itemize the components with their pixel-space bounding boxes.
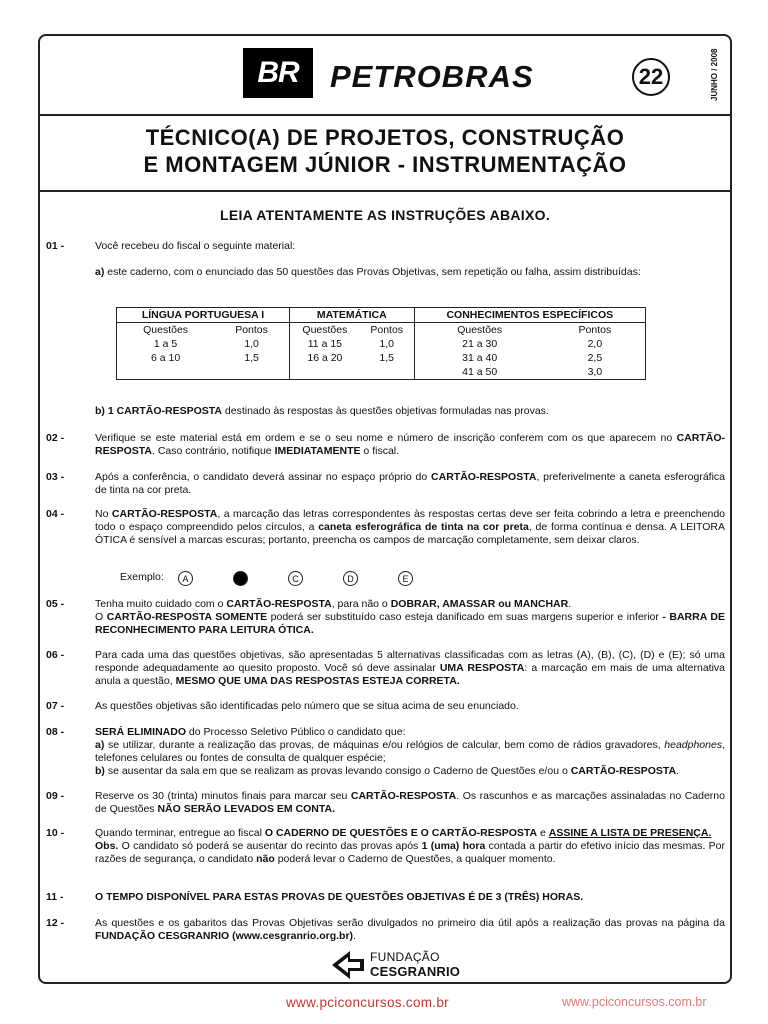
table-cell: 1 a 5 <box>117 337 215 351</box>
item-01-a-text: este caderno, com o enunciado das 50 questões das Provas Objetivas, sem repetição ou falha, assim distribuídas: <box>107 266 641 278</box>
table-row <box>117 337 646 351</box>
table-cell <box>289 365 359 380</box>
table-cell: 41 a 50 <box>414 365 545 380</box>
item-number: 07 - <box>46 700 65 712</box>
item-text: SERÁ ELIMINADO do Processo Seletivo Público o candidato que: a) se utilizar, durante a realização das provas, de máquinas e/ou relógios de calcular, bem como de rádios gravadores, headphones, telefones celulares ou fontes de consulta de qualquer espécie; b) se ausentar da sala em que se realizam as provas levando consigo o Caderno de Questões e/ou o CARTÃO-RESPOSTA. <box>95 726 725 777</box>
table-cell: 2,5 <box>545 351 646 365</box>
table-cell: 21 a 30 <box>414 337 545 351</box>
item-text: O TEMPO DISPONÍVEL PARA ESTAS PROVAS DE QUESTÕES OBJETIVAS É DE 3 (TRÊS) HORAS. <box>95 891 584 903</box>
item-text: No CARTÃO-RESPOSTA, a marcação das letras correspondentes às respostas certas deve ser feita cobrindo a letra e preenchendo todo o espaço compreendido pelos círculos, a caneta esferográfica de tinta na cor preta, de forma contínua e densa. A LEITORA ÓTICA é sensível a marcas escuras; portanto, preencha os campos de marcação completamente, sem deixar claros. <box>95 508 726 546</box>
table-cell: 3,0 <box>545 365 646 380</box>
item-number: 08 - <box>46 726 65 738</box>
exam-date: JUNHO / 2008 <box>710 48 719 102</box>
item-text: Tenha muito cuidado com o CARTÃO-RESPOSTA, para não o DOBRAR, AMASSAR ou MANCHAR. O CARTÃO-RESPOSTA SOMENTE poderá ser substituído caso esteja danificado em suas margens superior e inferior - BARRA DE RECONHECIMENTO PARA LEITURA ÓTICA. <box>95 598 726 636</box>
table-cell: 1,5 <box>379 352 395 364</box>
footer-link-left[interactable]: www.pciconcursos.com.br <box>286 995 449 1010</box>
label-b: b) <box>95 405 105 417</box>
table-row <box>117 365 646 380</box>
table-subheader: Pontos <box>370 324 404 336</box>
table-cell <box>214 365 289 380</box>
item-01-b-bold: 1 CARTÃO-RESPOSTA <box>107 405 222 417</box>
item-number: 09 - <box>46 790 65 802</box>
example-label: Exemplo: <box>120 571 164 583</box>
table-subheader: Pontos <box>545 323 646 338</box>
item-number: 02 - <box>46 432 65 444</box>
item-text: Para cada uma das questões objetivas, são apresentadas 5 alternativas classificadas com as letras (A), (B), (C), (D) e (E); só uma responde adequadamente ao quesito proposto. Você só deve assinalar UMA RESPOSTA: a marcação em mais de uma alternativa anula a questão, MESMO QUE UMA DAS RESPOSTAS ESTEJA CORRETA. <box>95 649 725 687</box>
page-title <box>38 124 732 178</box>
br-logo <box>243 48 313 98</box>
item-number: 03 - <box>46 471 65 483</box>
item-text: Verifique se este material está em ordem e se o seu nome e número de inscrição conferem com os que aparecem no CARTÃO-RESPOSTA. Caso contrário, notifique IMEDIATAMENTE o fiscal. <box>95 432 725 457</box>
table-cell: 16 a 20 <box>289 351 359 365</box>
example-bubble-a: A <box>178 571 193 586</box>
foundation-line-1: FUNDAÇÃO <box>370 950 440 964</box>
cesgranrio-logo <box>330 948 461 982</box>
item-text: As questões e os gabaritos das Provas Objetivas serão divulgados no primeiro dia útil após a realização das provas na página da FUNDAÇÃO CESGRANRIO (www.cesgranrio.org.br). <box>95 917 725 942</box>
example-bubble-e: E <box>398 571 413 586</box>
exam-number: 22 <box>632 58 670 96</box>
table-cell: 11 a 15 <box>289 337 359 351</box>
item-number: 05 - <box>46 598 65 610</box>
table-subheader: Questões <box>289 323 359 338</box>
title-line-2: E MONTAGEM JÚNIOR - INSTRUMENTAÇÃO <box>143 152 627 177</box>
footer-link-right[interactable]: www.pciconcursos.com.br <box>562 995 707 1009</box>
table-group-header: MATEMÁTICA <box>289 308 414 323</box>
item-number: 12 - <box>46 917 65 929</box>
item-01-b-text: destinado às respostas às questões objetivas formuladas nas provas. <box>222 405 549 417</box>
item-number: 06 - <box>46 649 65 661</box>
table-cell: 1,5 <box>244 352 259 364</box>
table-row <box>117 351 646 365</box>
header <box>38 34 732 114</box>
table-cell: 2,0 <box>545 337 646 351</box>
example-bubble-c: C <box>288 571 303 586</box>
item-01-a <box>95 266 725 279</box>
table-group-header: LÍNGUA PORTUGUESA I <box>117 308 290 323</box>
item-text: Após a conferência, o candidato deverá assinar no espaço próprio do CARTÃO-RESPOSTA, preferivelmente a caneta esferográfica de tinta na cor preta. <box>95 471 725 496</box>
table-cell <box>117 365 215 380</box>
item-number: 04 - <box>46 508 65 520</box>
table-cell: 1,0 <box>379 338 395 350</box>
table-cell <box>360 365 414 380</box>
header-divider <box>38 114 732 116</box>
item-text: Você recebeu do fiscal o seguinte material: <box>95 240 296 252</box>
item-number: 11 - <box>46 891 64 903</box>
item-text: Reserve os 30 (trinta) minutos finais para marcar seu CARTÃO-RESPOSTA. Os rascunhos e as marcações assinaladas no Caderno de Questões NÃO SERÃO LEVADOS EM CONTA. <box>95 790 725 815</box>
table-cell: 1,0 <box>244 338 259 350</box>
br-logo-text: BR <box>257 56 299 89</box>
table-group-header: CONHECIMENTOS ESPECÍFICOS <box>414 308 645 323</box>
item-text: Quando terminar, entregue ao fiscal O CADERNO DE QUESTÕES E O CARTÃO-RESPOSTA e ASSINE A LISTA DE PRESENÇA. Obs. O candidato só poderá se ausentar do recinto das provas após 1 (uma) hora contada a partir do efetivo início das mesmas. Por razões de segurança, o candidato não poderá levar o Caderno de Questões, a qualquer momento. <box>95 827 726 865</box>
distribution-table <box>116 307 646 380</box>
table-cell: 31 a 40 <box>414 351 545 365</box>
example-bubble-b-filled <box>233 571 248 586</box>
title-line-1: TÉCNICO(A) DE PROJETOS, CONSTRUÇÃO <box>145 125 625 150</box>
label-a: a) <box>95 266 105 278</box>
cesgranrio-arrow-icon <box>330 949 366 981</box>
table-subheader: Questões <box>117 323 215 338</box>
item-number: 01 - <box>46 240 65 252</box>
table-subheader: Pontos <box>235 324 268 336</box>
title-divider <box>38 190 732 192</box>
brand-name: PETROBRAS <box>330 59 534 94</box>
item-number: 10 - <box>46 827 65 839</box>
foundation-line-2: CESGRANRIO <box>370 964 461 979</box>
instructions-heading: LEIA ATENTAMENTE AS INSTRUÇÕES ABAIXO. <box>219 207 551 223</box>
item-text: As questões objetivas são identificadas pelo número que se situa acima de seu enunciado. <box>95 700 519 712</box>
table-cell: 6 a 10 <box>117 351 215 365</box>
example-bubble-d: D <box>343 571 358 586</box>
table-subheader: Questões <box>414 323 545 338</box>
